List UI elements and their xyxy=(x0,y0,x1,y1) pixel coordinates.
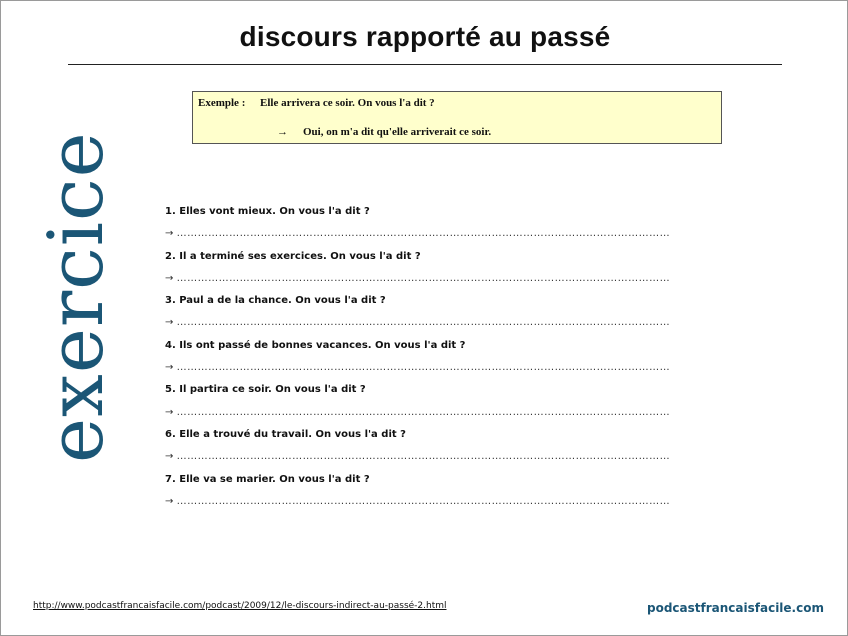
exercise-question: 6. Elle a trouvé du travail. On vous l'a dit ? xyxy=(165,428,406,440)
side-label: exercice xyxy=(31,131,120,463)
exercise-question: 5. Il partira ce soir. On vous l'a dit ? xyxy=(165,384,366,396)
answer-line[interactable] xyxy=(165,227,725,249)
brand-label: podcastfrancaisfacile.com xyxy=(647,601,824,615)
exercise-list xyxy=(165,205,725,517)
answer-dots: …………………………………………………………………………………………………………………………… xyxy=(176,362,671,374)
answer-dots: …………………………………………………………………………………………………………………………… xyxy=(176,228,671,240)
answer-line[interactable] xyxy=(165,272,725,294)
exercise-question: 2. Il a terminé ses exercices. On vous l'a dit ? xyxy=(165,250,421,262)
exercise-question: 3. Paul a de la chance. On vous l'a dit ? xyxy=(165,295,386,307)
answer-dots: …………………………………………………………………………………………………………………………… xyxy=(176,272,671,284)
arrow-icon: → xyxy=(165,317,174,329)
title-divider xyxy=(68,64,782,65)
page-title: discours rapporté au passé xyxy=(239,21,611,52)
arrow-icon: → xyxy=(165,495,174,507)
answer-line[interactable] xyxy=(165,406,725,428)
answer-dots: …………………………………………………………………………………………………………………………… xyxy=(176,406,671,418)
answer-line[interactable] xyxy=(165,316,725,338)
answer-dots: …………………………………………………………………………………………………………………………… xyxy=(176,317,671,329)
example-box xyxy=(192,91,722,144)
arrow-icon: → xyxy=(277,126,288,138)
arrow-icon: → xyxy=(165,228,174,240)
example-question: Elle arrivera ce soir. On vous l'a dit ? xyxy=(260,97,435,109)
example-question-line xyxy=(198,97,435,109)
answer-dots: …………………………………………………………………………………………………………………………… xyxy=(176,451,671,463)
arrow-icon: → xyxy=(165,451,174,463)
answer-line[interactable] xyxy=(165,495,725,517)
example-label: Exemple : xyxy=(198,97,246,109)
answer-dots: …………………………………………………………………………………………………………………………… xyxy=(176,495,671,507)
arrow-icon: → xyxy=(165,362,174,374)
exercise-question: 1. Elles vont mieux. On vous l'a dit ? xyxy=(165,206,370,217)
arrow-icon: → xyxy=(165,406,174,418)
answer-line[interactable] xyxy=(165,450,725,472)
example-answer: Oui, on m'a dit qu'elle arriverait ce soir. xyxy=(303,126,492,138)
answer-line[interactable] xyxy=(165,361,725,383)
source-link[interactable]: http://www.podcastfrancaisfacile.com/podcast/2009/12/le-discours-indirect-au-passé-2.html xyxy=(33,601,447,611)
example-answer-line xyxy=(277,126,491,138)
arrow-icon: → xyxy=(165,272,174,284)
exercise-question: 7. Elle va se marier. On vous l'a dit ? xyxy=(165,473,370,485)
exercise-question: 4. Ils ont passé de bonnes vacances. On vous l'a dit ? xyxy=(165,339,466,351)
